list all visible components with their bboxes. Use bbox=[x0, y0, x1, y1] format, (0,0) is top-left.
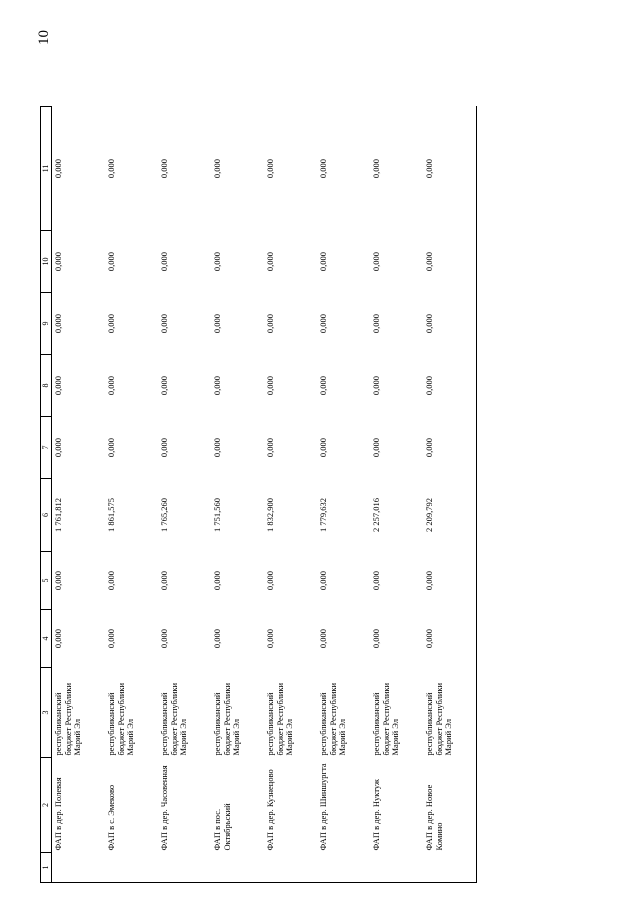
row-index-cell bbox=[370, 853, 423, 883]
column-header-11: 11 bbox=[41, 107, 52, 231]
table-row bbox=[370, 107, 423, 883]
value-cell-c6: 1 832,900 bbox=[265, 498, 275, 532]
table-row bbox=[317, 107, 370, 883]
value-cell-c7: 0,000 bbox=[318, 437, 328, 458]
facility-name-cell: ФАП в пос. Октябрьский bbox=[212, 803, 232, 851]
value-cell-c4: 0,000 bbox=[53, 628, 63, 649]
value-cell-c5: 0,000 bbox=[106, 570, 116, 591]
column-header-4: 4 bbox=[41, 610, 52, 668]
table-row bbox=[264, 107, 317, 883]
value-cell-c9: 0,000 bbox=[318, 313, 328, 334]
column-header-7: 7 bbox=[41, 417, 52, 479]
column-header-6: 6 bbox=[41, 479, 52, 552]
value-cell-c5: 0,000 bbox=[318, 570, 328, 591]
table-row bbox=[211, 107, 264, 883]
column-header-8: 8 bbox=[41, 355, 52, 417]
table-body bbox=[52, 107, 477, 883]
value-cell-c4: 0,000 bbox=[371, 628, 381, 649]
row-index-cell bbox=[105, 853, 158, 883]
value-cell-c8: 0,000 bbox=[53, 375, 63, 396]
value-cell-c8: 0,000 bbox=[106, 375, 116, 396]
value-cell-c8: 0,000 bbox=[318, 375, 328, 396]
funding-source-cell: республиканский бюджет Республики Марий Эл bbox=[106, 682, 136, 756]
row-index-cell bbox=[211, 853, 264, 883]
value-cell-c7: 0,000 bbox=[159, 437, 169, 458]
value-cell-c6: 1 761,812 bbox=[53, 498, 63, 532]
value-cell-c7: 0,000 bbox=[53, 437, 63, 458]
facility-name-cell: ФАП в дер. Новое Комино bbox=[423, 758, 477, 853]
value-cell-c7: 0,000 bbox=[106, 437, 116, 458]
column-header-1: 1 bbox=[41, 853, 52, 883]
column-header-9: 9 bbox=[41, 293, 52, 355]
column-header-5: 5 bbox=[41, 552, 52, 610]
value-cell-c10: 0,000 bbox=[423, 231, 477, 293]
value-cell-c9: 0,000 bbox=[212, 313, 222, 334]
facility-name-cell: ФАП в дер. Шиншургта bbox=[318, 763, 328, 851]
value-cell-c11: 0,000 bbox=[159, 158, 169, 179]
funding-source-cell: республиканский бюджет Республики Марий Эл bbox=[159, 682, 189, 756]
facility-name-cell: ФАП в дер. Полевая bbox=[53, 777, 63, 851]
table-row bbox=[52, 107, 106, 883]
value-cell-c5: 0,000 bbox=[265, 570, 275, 591]
value-cell-c11: 0,000 bbox=[106, 158, 116, 179]
value-cell-c7: 0,000 bbox=[371, 437, 381, 458]
value-cell-c5: 0,000 bbox=[423, 552, 477, 610]
value-cell-c6: 2 257,016 bbox=[371, 498, 381, 532]
value-cell-c10: 0,000 bbox=[212, 251, 222, 272]
facility-name-cell: ФАП в дер. Нуктуж bbox=[371, 779, 381, 851]
value-cell-c5: 0,000 bbox=[371, 570, 381, 591]
row-index-cell bbox=[52, 853, 106, 883]
budget-table bbox=[40, 106, 477, 883]
value-cell-c10: 0,000 bbox=[318, 251, 328, 272]
value-cell-c6: 2 209,792 bbox=[423, 479, 477, 552]
value-cell-c5: 0,000 bbox=[159, 570, 169, 591]
funding-source-cell: республиканский бюджет Республики Марий Эл bbox=[265, 682, 295, 756]
value-cell-c4: 0,000 bbox=[159, 628, 169, 649]
table-row bbox=[423, 107, 477, 883]
funding-source-cell: республиканский бюджет Республики Марий Эл bbox=[423, 668, 477, 758]
value-cell-c7: 0,000 bbox=[423, 417, 477, 479]
value-cell-c6: 1 779,632 bbox=[318, 498, 328, 532]
value-cell-c5: 0,000 bbox=[212, 570, 222, 591]
value-cell-c8: 0,000 bbox=[212, 375, 222, 396]
funding-source-cell: республиканский бюджет Республики Марий Эл bbox=[53, 682, 83, 756]
table-row bbox=[105, 107, 158, 883]
row-index-cell bbox=[317, 853, 370, 883]
value-cell-c8: 0,000 bbox=[159, 375, 169, 396]
row-index-cell bbox=[264, 853, 317, 883]
value-cell-c9: 0,000 bbox=[53, 313, 63, 334]
value-cell-c11: 0,000 bbox=[53, 158, 63, 179]
column-header-10: 10 bbox=[41, 231, 52, 293]
value-cell-c4: 0,000 bbox=[318, 628, 328, 649]
value-cell-c6: 1 765,260 bbox=[159, 498, 169, 532]
value-cell-c9: 0,000 bbox=[159, 313, 169, 334]
funding-source-cell: республиканский бюджет Республики Марий Эл bbox=[318, 682, 348, 756]
value-cell-c10: 0,000 bbox=[265, 251, 275, 272]
value-cell-c8: 0,000 bbox=[371, 375, 381, 396]
column-header-3: 3 bbox=[41, 668, 52, 758]
value-cell-c10: 0,000 bbox=[106, 251, 116, 272]
value-cell-c6: 1 861,575 bbox=[106, 498, 116, 532]
value-cell-c8: 0,000 bbox=[423, 355, 477, 417]
value-cell-c11: 0,000 bbox=[423, 107, 477, 231]
table-row bbox=[158, 107, 211, 883]
value-cell-c9: 0,000 bbox=[371, 313, 381, 334]
value-cell-c10: 0,000 bbox=[159, 251, 169, 272]
value-cell-c7: 0,000 bbox=[265, 437, 275, 458]
value-cell-c9: 0,000 bbox=[265, 313, 275, 334]
funding-source-cell: республиканский бюджет Республики Марий Эл bbox=[212, 682, 242, 756]
value-cell-c10: 0,000 bbox=[371, 251, 381, 272]
facility-name-cell: ФАП в дер. Кузнецово bbox=[265, 769, 275, 851]
value-cell-c11: 0,000 bbox=[371, 158, 381, 179]
row-index-cell bbox=[423, 853, 477, 883]
value-cell-c9: 0,000 bbox=[106, 313, 116, 334]
page-number: 10 bbox=[36, 30, 52, 45]
facility-name-cell: ФАП в дер. Часовенная bbox=[159, 765, 169, 851]
value-cell-c4: 0,000 bbox=[265, 628, 275, 649]
value-cell-c11: 0,000 bbox=[265, 158, 275, 179]
value-cell-c7: 0,000 bbox=[212, 437, 222, 458]
header-row bbox=[41, 107, 52, 883]
value-cell-c11: 0,000 bbox=[212, 158, 222, 179]
value-cell-c10: 0,000 bbox=[53, 251, 63, 272]
row-index-cell bbox=[158, 853, 211, 883]
value-cell-c4: 0,000 bbox=[423, 610, 477, 668]
column-header-2: 2 bbox=[41, 758, 52, 853]
value-cell-c4: 0,000 bbox=[212, 628, 222, 649]
funding-source-cell: республиканский бюджет Республики Марий Эл bbox=[371, 682, 401, 756]
value-cell-c5: 0,000 bbox=[53, 570, 63, 591]
value-cell-c6: 1 751,560 bbox=[212, 498, 222, 532]
value-cell-c4: 0,000 bbox=[106, 628, 116, 649]
value-cell-c8: 0,000 bbox=[265, 375, 275, 396]
value-cell-c9: 0,000 bbox=[423, 293, 477, 355]
value-cell-c11: 0,000 bbox=[318, 158, 328, 179]
facility-name-cell: ФАП в с. Эмеково bbox=[106, 784, 116, 851]
